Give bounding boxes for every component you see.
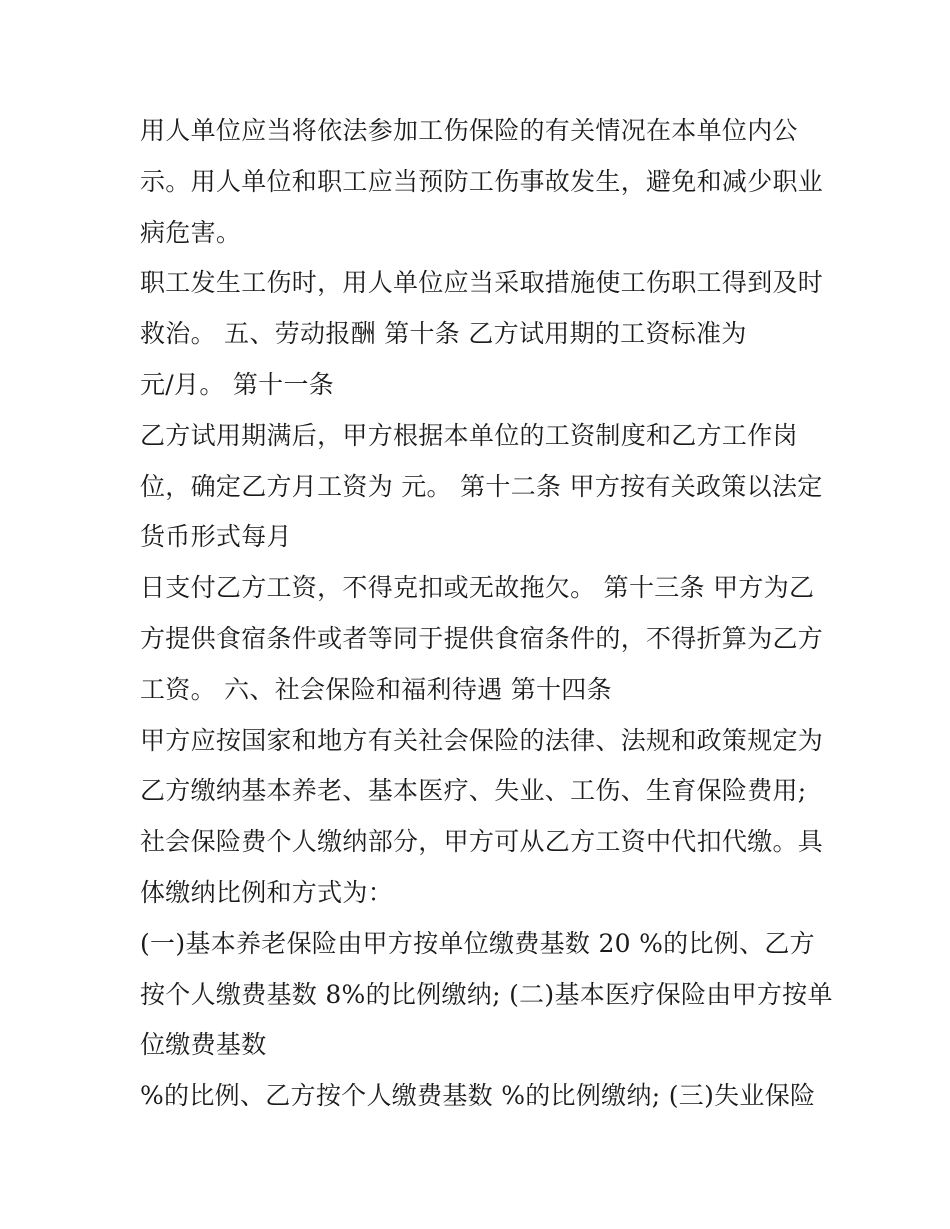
text-line: 按个人缴费基数 8%的比例缴纳; (二)基本医疗保险由甲方按单 [140, 979, 833, 1009]
text-line: 示。用人单位和职工应当预防工伤事故发生，避免和减少职业 [140, 166, 824, 196]
text-line: 救治。 五、劳动报酬 第十条 乙方试用期的工资标准为 [140, 319, 747, 349]
text-line: 病危害。 [140, 217, 242, 247]
text-line: 货币形式每月 [140, 522, 292, 552]
text-line: 元/月。 第十一条 [140, 369, 335, 399]
text-line: 乙方试用期满后，甲方根据本单位的工资制度和乙方工作岗 [140, 420, 798, 450]
text-line: 社会保险费个人缴纳部分，甲方可从乙方工资中代扣代缴。具 [140, 827, 824, 857]
text-line: 位缴费基数 [140, 1030, 267, 1060]
text-line: 职工发生工伤时，用人单位应当采取措施使工伤职工得到及时 [140, 268, 824, 298]
text-line: 体缴纳比例和方式为： [140, 877, 394, 907]
text-line: 日支付乙方工资，不得克扣或无故拖欠。 第十三条 甲方为乙 [140, 573, 815, 603]
text-line: 位，确定乙方月工资为 元。 第十二条 甲方按有关政策以法定 [140, 471, 823, 501]
text-line: 工资。 六、社会保险和福利待遇 第十四条 [140, 674, 612, 704]
text-line: 方提供食宿条件或者等同于提供食宿条件的，不得折算为乙方 [140, 623, 824, 653]
contract-text [140, 106, 833, 1122]
text-line: 乙方缴纳基本养老、基本医疗、失业、工伤、生育保险费用; [140, 776, 807, 806]
text-line: %的比例、乙方按个人缴费基数 %的比例缴纳; (三)失业保险 [140, 1081, 816, 1111]
text-line: 用人单位应当将依法参加工伤保险的有关情况在本单位内公 [140, 116, 798, 145]
text-line: (一)基本养老保险由甲方按单位缴费基数 20 %的比例、乙方 [140, 928, 815, 958]
text-line: 甲方应按国家和地方有关社会保险的法律、法规和政策规定为 [140, 725, 824, 755]
